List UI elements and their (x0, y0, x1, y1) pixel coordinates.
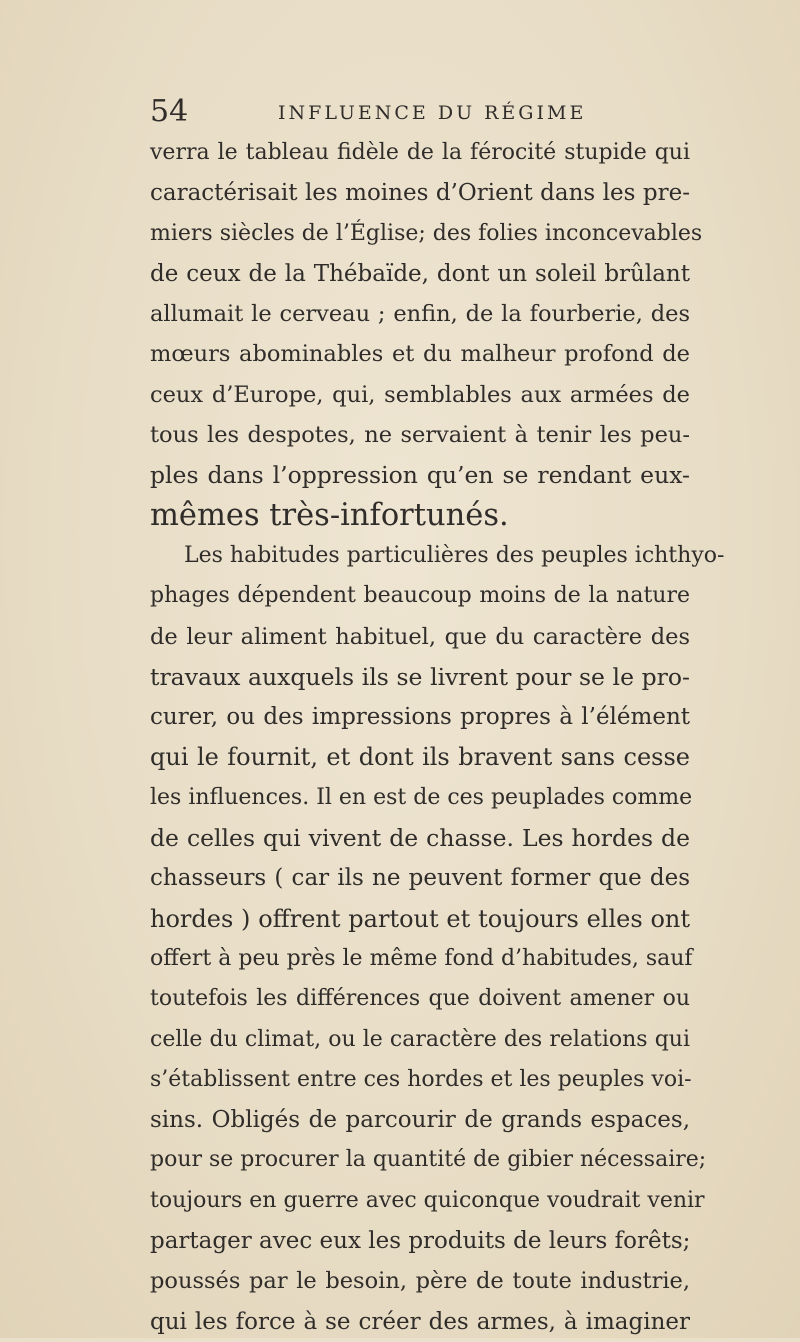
text-line: miers siècles de l’Église; des folies inconcevables (150, 220, 703, 246)
text-line: s’établissent entre ces hordes et les peuples voi- (150, 1066, 692, 1092)
text-line: partager avec eux les produits de leurs forêts; (150, 1228, 691, 1255)
text-line: phages dépendent beaucoup moins de la nature (150, 583, 690, 609)
text-line: chasseurs ( car ils ne peuvent former que des (150, 865, 690, 892)
text-line: toujours en guerre avec quiconque voudrait venir (150, 1187, 705, 1213)
text-line: mêmes très-infortunés. (150, 497, 509, 533)
paragraph-start-line: Les habitudes particulières des peuples ichthyo- (184, 542, 725, 568)
page-number: 54 (150, 94, 189, 129)
text-line: caractérisait les moines d’Orient dans les pre- (150, 180, 690, 207)
text-line: de leur aliment habituel, que du caractère des (150, 623, 690, 650)
text-line: toutefois les différences que doivent amener ou (150, 986, 690, 1012)
text-line: pour se procurer la quantité de gibier nécessaire; (150, 1147, 707, 1173)
text-line: allumait le cerveau ; enfin, de la fourberie, des (150, 301, 690, 328)
text-line: qui les force à se créer des armes, à imaginer (150, 1308, 690, 1335)
text-line: de celles qui vivent de chasse. Les hordes de (150, 824, 690, 853)
text-line: ceux d’Europe, qui, semblables aux armées de (150, 381, 690, 408)
text-line: hordes ) offrent partout et toujours elles ont (150, 904, 690, 933)
text-line: verra le tableau fidèle de la férocité stupide qui (150, 140, 690, 165)
text-line: les influences. Il en est de ces peuplades comme (150, 784, 693, 810)
text-line: celle du climat, ou le caractère des relations qui (150, 1026, 690, 1052)
text-line: mœurs abominables et du malheur profond de (150, 341, 690, 368)
text-line: sins. Obligés de parcourir de grands espaces, (150, 1107, 690, 1134)
text-line: travaux auxquels ils se livrent pour se le pro- (150, 662, 690, 691)
text-line: offert à peu près le même fond d’habitudes, sauf (150, 945, 693, 971)
running-title: INFLUENCE DU RÉGIME (278, 102, 587, 124)
page-header (150, 92, 630, 132)
text-line: tous les despotes, ne servaient à tenir les peu- (150, 422, 690, 449)
text-line: ples dans l’oppression qu’en se rendant eux- (150, 461, 690, 490)
body-text (150, 133, 725, 1342)
text-line: curer, ou des impressions propres à l’élément (150, 704, 690, 731)
text-line: qui le fournit, et dont ils bravent sans cesse (150, 743, 690, 772)
text-line: poussés par le besoin, père de toute industrie, (150, 1268, 690, 1295)
text-line: de ceux de la Thébaïde, dont un soleil brûlant (150, 260, 690, 287)
